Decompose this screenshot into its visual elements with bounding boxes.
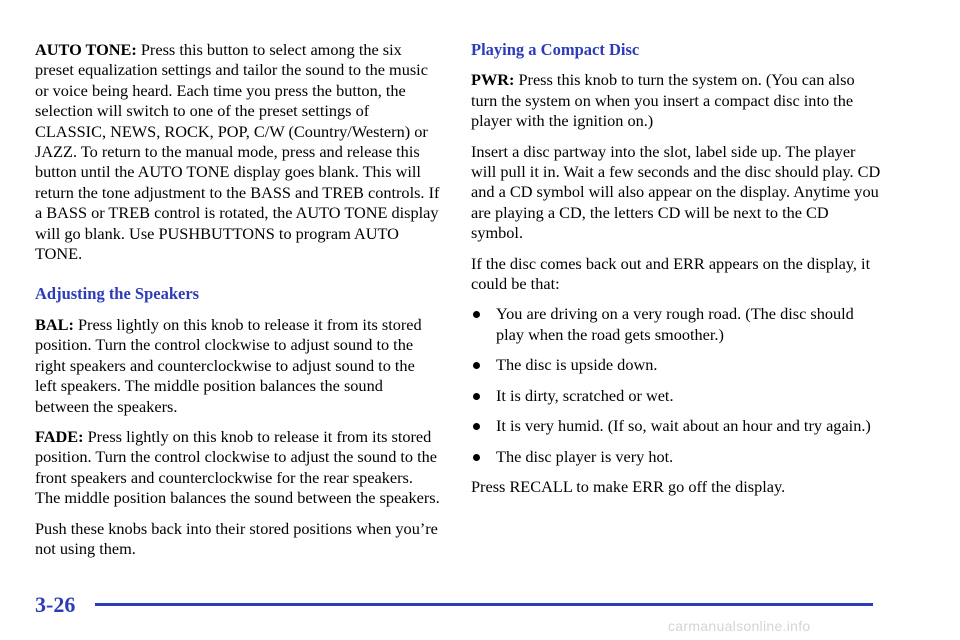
pwr-text: Press this knob to turn the system on. (You can also turn the system on when you insert a compact disc into the player with the ignition on.) xyxy=(471,70,855,131)
recall-paragraph: Press RECALL to make ERR go off the display. xyxy=(471,476,786,496)
speakers-heading: Adjusting the Speakers xyxy=(35,284,200,304)
list-item-text: You are driving on a very rough road. (The disc should play when the road gets smoother.) xyxy=(496,304,854,344)
list-item xyxy=(471,447,881,467)
bal-label: BAL: xyxy=(35,314,74,334)
bullet-icon xyxy=(473,423,480,430)
right-column xyxy=(471,40,881,507)
list-item-text: The disc is upside down. xyxy=(496,355,658,375)
list-item xyxy=(471,304,881,345)
footer-divider xyxy=(95,603,873,606)
list-item xyxy=(471,355,881,375)
auto-tone-text: Press this button to select among the six preset equalization settings and tailor the sound to the music or voice being heard. Each time you press the button, the selection will switch to one of the preset settings of CLASSIC, NEWS, ROCK, POP, C/W (Country/Western) or JAZZ. To return to the manual mode, press and release this button until the AUTO TONE display goes blank. This will return the tone adjustment to the BASS and TREB controls. If a BASS or TREB control is rotated, the AUTO TONE display will go blank. Use PUSHBUTTONS to program AUTO TONE. xyxy=(35,40,440,264)
pwr-label: PWR: xyxy=(471,70,515,90)
fade-label: FADE: xyxy=(35,426,84,446)
cd-heading: Playing a Compact Disc xyxy=(471,40,640,59)
list-item-text: The disc player is very hot. xyxy=(496,446,674,466)
auto-tone-label: AUTO TONE: xyxy=(35,40,137,59)
bullet-icon xyxy=(473,454,480,461)
list-item xyxy=(471,416,881,436)
fade-text: Press lightly on this knob to release it from its stored position. Turn the control clockwise to adjust the sound to the front speakers and counterclockwise for the rear speakers. The middle position balances the sound between the speakers. xyxy=(35,426,440,508)
watermark: carmanualsonline.info xyxy=(668,618,811,634)
insert-disc-paragraph: Insert a disc partway into the slot, label side up. The player will pull it in. Wait a few seconds and the disc should play. CD and a CD symbol will also appear on the display. Anytime you are playing a CD, the letters CD will be next to the CD symbol. xyxy=(471,141,881,243)
push-note-paragraph: Push these knobs back into their stored positions when you’re not using them. xyxy=(35,518,438,558)
bullet-icon xyxy=(473,393,480,400)
auto-tone-paragraph xyxy=(35,40,440,264)
fade-paragraph xyxy=(35,427,440,509)
err-intro-paragraph: If the disc comes back out and ERR appears on the display, it could be that: xyxy=(471,253,871,294)
err-causes-list xyxy=(471,304,881,466)
list-item xyxy=(471,386,881,406)
left-column xyxy=(35,40,440,569)
bal-paragraph xyxy=(35,315,440,417)
bal-text: Press lightly on this knob to release it from its stored position. Turn the control clockwise to adjust sound to the right speakers and counterclockwise to adjust sound to the left speakers. The middle position balances the sound between the speakers. xyxy=(35,314,422,416)
list-item-text: It is dirty, scratched or wet. xyxy=(496,385,674,405)
pwr-paragraph xyxy=(471,70,881,131)
list-item-text: It is very humid. (If so, wait about an hour and try again.) xyxy=(496,416,871,436)
page-number: 3-26 xyxy=(35,592,76,617)
bullet-icon xyxy=(473,362,480,369)
bullet-icon xyxy=(473,311,480,318)
